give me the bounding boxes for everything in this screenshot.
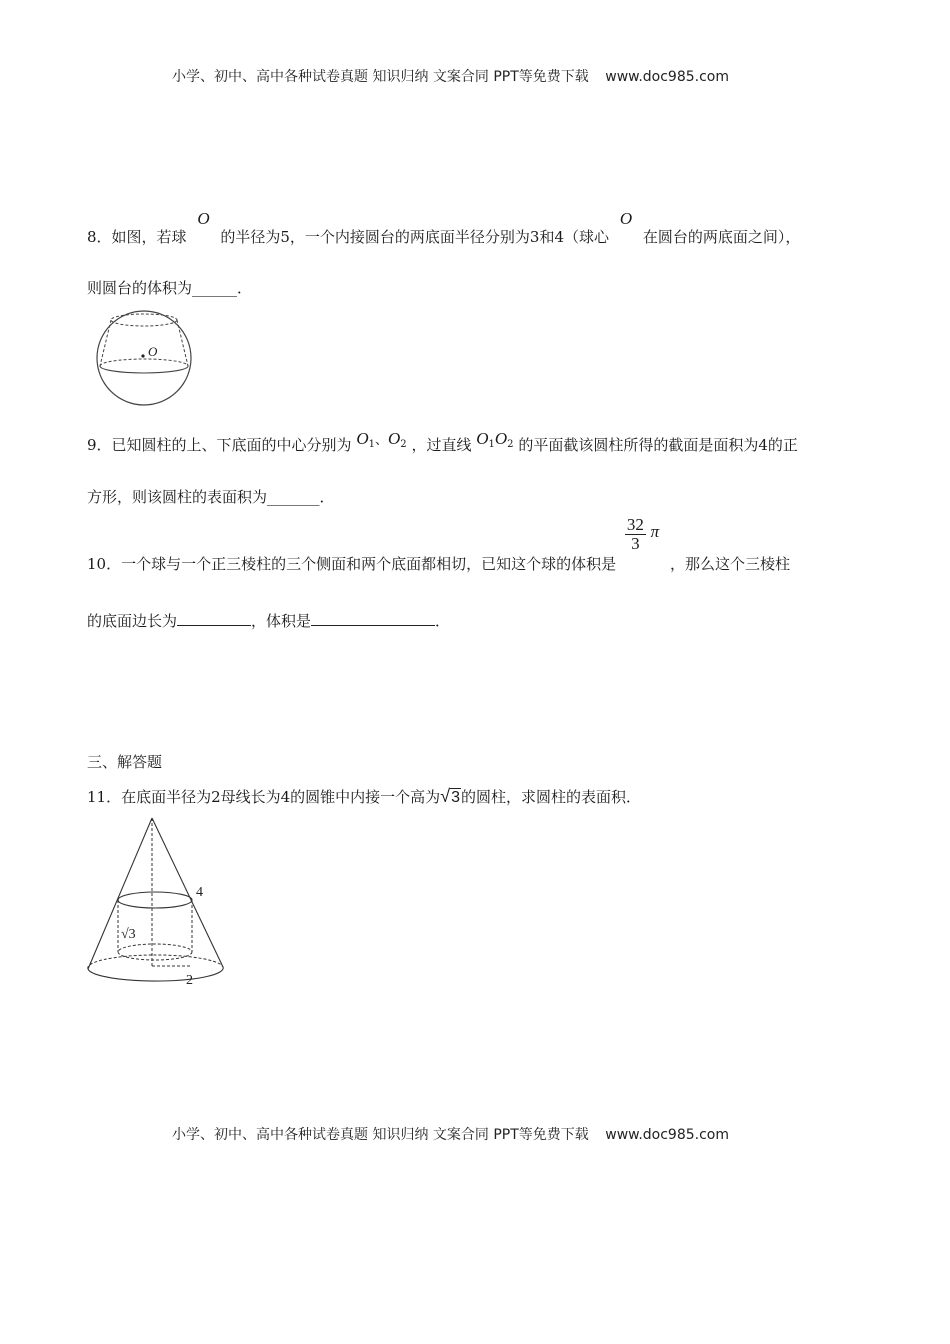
page-footer xyxy=(172,1124,729,1144)
height-label: √3 xyxy=(121,927,136,942)
pi-symbol: π xyxy=(650,521,660,541)
footer-url[interactable]: www.doc985.com xyxy=(605,1127,729,1143)
sphere-frustum-figure xyxy=(92,308,196,408)
answer-blank-volume[interactable] xyxy=(311,610,435,626)
sphere-center-symbol-2: O xyxy=(619,209,633,228)
question-10-line-2: 的底面边长为 ，体积是 ． xyxy=(87,612,451,630)
question-9-line-1: 9．已知圆柱的上、下底面的中心分别为 $O_1$、$O_2$ ，过直线 $O_1O_2$ 的平面截该圆柱所得的截面是面积为4的正 xyxy=(87,429,798,454)
question-8-line-2: 则圆台的体积为______． xyxy=(87,279,253,297)
center-dot xyxy=(141,354,144,357)
frustum-left-edge xyxy=(100,320,111,366)
line-o1o2-symbol: $O_1O_2$ xyxy=(476,429,514,450)
radius-label: 2 xyxy=(186,973,193,988)
sphere-center-symbol: O xyxy=(197,209,210,228)
frustum-bottom-front xyxy=(100,366,188,373)
cone-cylinder-figure xyxy=(84,814,228,990)
slant-label: 4 xyxy=(196,885,203,900)
cone-base-front xyxy=(88,967,223,981)
question-10-line-1: 10．一个球与一个正三棱柱的三个侧面和两个底面都相切，已知这个球的体积是 $\frac{32}{3}$ π ，那么这个三棱柱 xyxy=(87,515,790,573)
cylinder-bottom xyxy=(118,944,192,960)
sphere-outline xyxy=(97,311,191,405)
footer-text: 小学、初中、高中各种试卷真题 知识归纳 文案合同 PPT等免费下载 xyxy=(172,1127,589,1143)
header-text: 小学、初中、高中各种试卷真题 知识归纳 文案合同 PPT等免费下载 xyxy=(172,69,589,85)
o1-o2-symbol: $O_1$、$O_2$ xyxy=(356,429,407,450)
frustum-bottom-back xyxy=(100,359,188,366)
question-11-line-1: 11．在底面半径为2母线长为4的圆锥中内接一个高为√3的圆柱，求圆柱的表面积． xyxy=(87,786,641,806)
question-9-line-2: 方形，则该圆柱的表面积为_______． xyxy=(87,488,335,506)
section-title: 三、解答题 xyxy=(87,753,163,771)
sqrt-3: √3 xyxy=(440,786,460,806)
answer-blank-side-length[interactable] xyxy=(177,610,251,626)
volume-fraction: $\frac{32}{3}$ xyxy=(626,515,644,553)
question-8-line-1: 8．如图，若球 O 的半径为5，一个内接圆台的两底面半径分别为3和4（球心 O 在圆台的两底面之间）， xyxy=(87,209,801,246)
frustum-top-ellipse xyxy=(111,314,177,326)
frustum-right-edge xyxy=(177,320,188,366)
cone-left-slant xyxy=(88,818,152,969)
cone-base-back xyxy=(88,955,223,969)
center-label: O xyxy=(148,344,158,359)
header-url[interactable]: www.doc985.com xyxy=(605,69,729,85)
page-header xyxy=(172,66,729,86)
cylinder-top xyxy=(118,892,192,908)
